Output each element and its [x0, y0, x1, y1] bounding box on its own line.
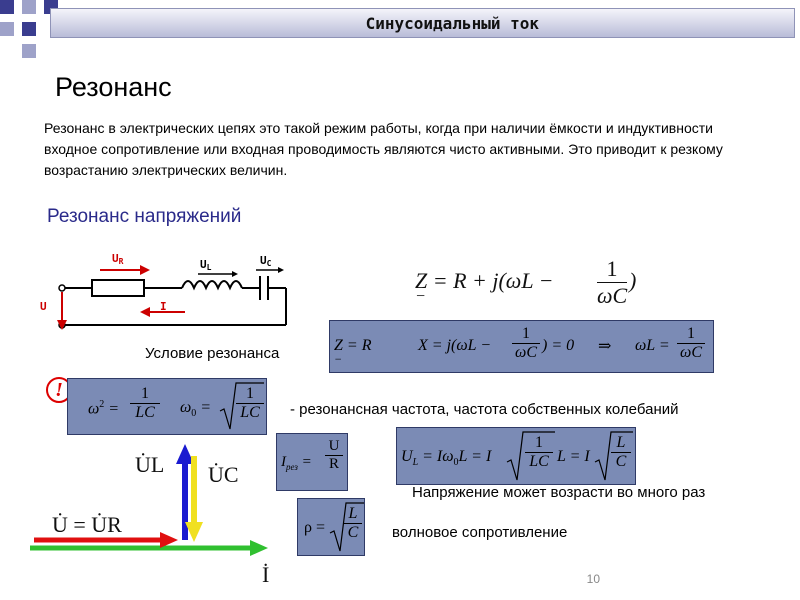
circuit-label-i: I — [160, 300, 167, 313]
circuit-label-u: U — [40, 300, 47, 313]
circuit-label-ur: UR — [112, 252, 124, 266]
resonance-condition-box: Z = R − X = j(ωL − 1 ωC ) = 0 ⇒ ωL = 1 ωC — [329, 320, 714, 373]
page-number: 10 — [586, 572, 600, 586]
slide-title: Резонанс — [55, 72, 172, 102]
header-bar — [50, 8, 795, 38]
phasor-label-u: U̇ = U̇R — [52, 512, 122, 537]
intro-paragraph: Резонанс в электрических цепях это такой режим работы, когда при наличии ёмкости и индуктивности входное сопротивление или входная проводимость являются чисто активными. Это приводит к резкому возрастанию электрических величин. — [44, 120, 723, 178]
condition-label: Условие резонанса — [145, 345, 280, 362]
phasor-label-i: İ — [262, 562, 270, 587]
circuit-label-ul: UL — [200, 258, 212, 272]
phasor-label-ul: U̇L — [135, 452, 165, 477]
section-subtitle: Резонанс напряжений — [47, 206, 242, 227]
resonance-frequency-label: - резонансная частота, частота собственных колебаний — [290, 401, 679, 418]
phasor-label-uc: U̇C — [208, 462, 239, 487]
wave-impedance-label: волновое сопротивление — [392, 524, 568, 541]
circuit-label-uc: UC — [260, 254, 272, 268]
wave-impedance-box: ρ = L C — [297, 498, 365, 556]
resonant-current-box: $I_{рез}$ = U R — [276, 433, 348, 491]
voltage-note: Напряжение может возрасти во много раз — [412, 484, 706, 501]
phasor-diagram — [30, 440, 280, 590]
exclamation-icon: ! — [46, 377, 72, 403]
circuit-diagram — [40, 240, 300, 335]
inductor-voltage-box: $U_L = I\omega_0L = I$ 1 LC L = I L C — [396, 427, 636, 485]
resonant-frequency-box: $\omega^2$ = 1 LC $\omega_0$ = 1 LC — [67, 378, 267, 435]
header-title: Синусоидальный ток — [365, 14, 539, 33]
